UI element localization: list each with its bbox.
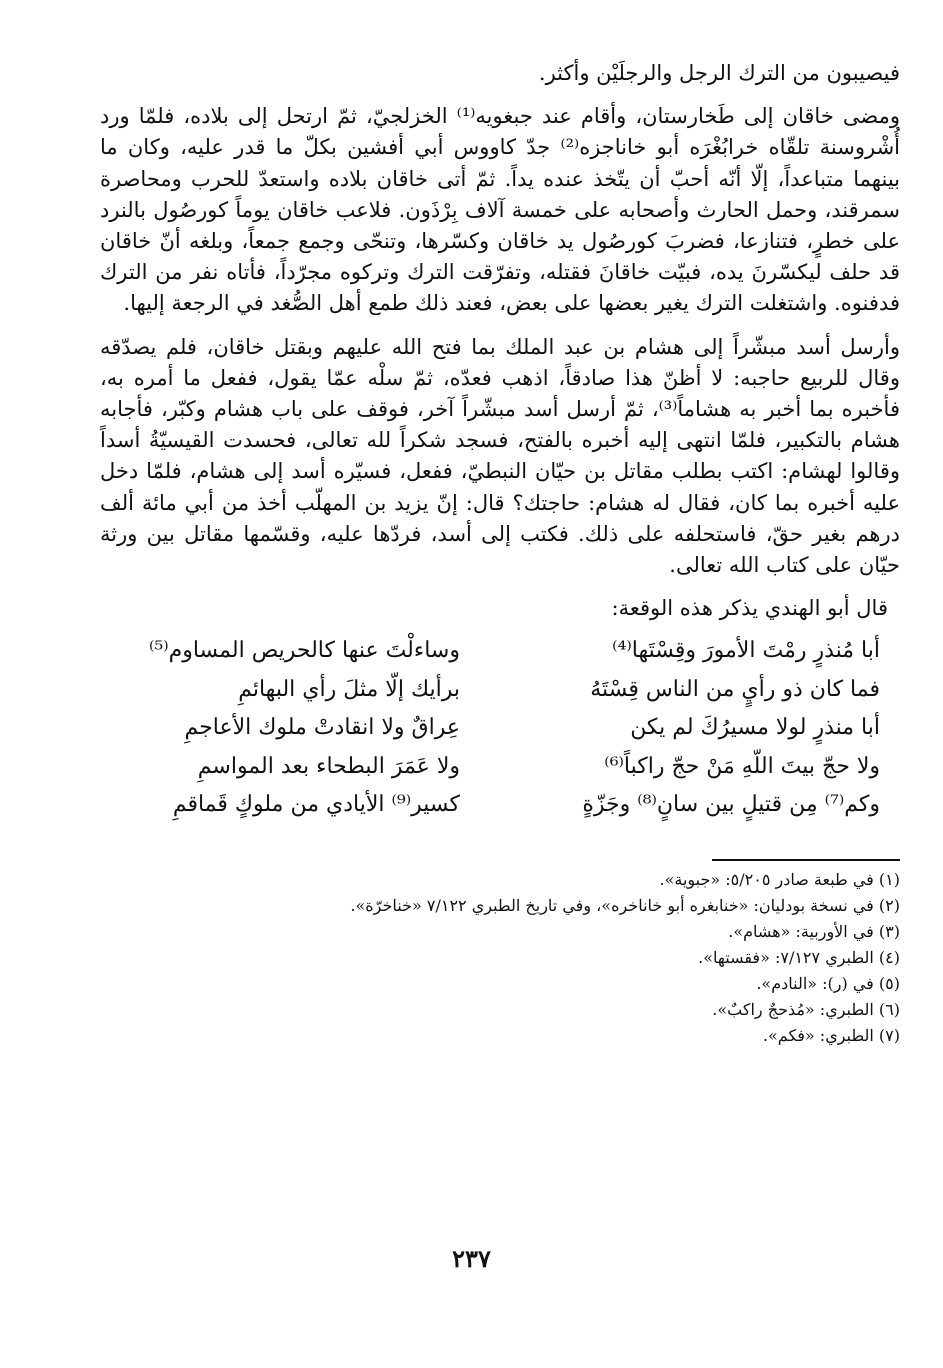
verse [100,709,900,748]
verse-first-hemistich: فما كان ذو رأيٍ من الناس قِسْتَهُ [590,676,880,702]
footnote: (٧) الطبري: «فكم». [762,1025,900,1045]
footnote-separator [712,859,900,861]
footnote: (٦) الطبري: «مُذحجٌ راكبٌ». [712,999,900,1019]
footnote: (١) في طبعة صادر ٥/٢٠٥: «جبوية». [659,869,900,889]
verse-first-hemistich: أبا منذرٍ لولا مسيرُكَ لم يكن [630,715,880,741]
verse [100,786,900,825]
verse-second-hemistich: عِراقٌ ولا انقادتْ ملوك الأعاجمِ [184,715,460,741]
verse [100,632,900,671]
verse-first-hemistich: ولا حجّ بيتَ اللّهِ مَنْ حجّ راكباً⁽⁶⁾ [604,753,880,779]
footnote: (٥) في (ر): «النادم». [756,973,900,993]
poem-intro: قال أبو الهندي يذكر هذه الوقعة: [611,596,888,621]
footnote: (٣) في الأوربية: «هشام». [728,921,900,941]
verse-second-hemistich: كسير⁽⁹⁾ الأيادي من ملوكٍ قَماقمِ [172,792,460,818]
verse [100,671,900,710]
footnote: (٢) في نسخة بودليان: «خنابغره أبو خاناخره»، وفي تاريخ الطبري ٧/١٢٢ «خناخرّة». [350,895,900,915]
verse-second-hemistich: برأيك إلّا مثلَ رأي البهائمِ [238,676,460,702]
verse-first-hemistich: أبا مُنذرٍ رمْتَ الأمورَ وقِسْتَها⁽⁴⁾ [612,638,880,664]
verse-second-hemistich: وساءلْتَ عنها كالحريص المساوم⁽⁵⁾ [148,638,460,664]
paragraph-khaqan: ومضى خاقان إلى طَخارستان، وأقام عند جبغويه⁽¹⁾ الخزلجيّ، ثمّ ارتحل إلى بلاده، فلمّا ورد أُشْروسنة تلقّاه خرابُغْرَه أبو خاناجزه⁽²⁾ جدّ كاووس أبي أفشين بكلّ ما قدر عليه، وكان ما بينهما متباعداً، إلّا أنّه أحبّ أن يتّخذ عنده يداً. ثمّ أتى خاقان بلاده واستعدّ للحرب ومحاصرة سمرقند، وحمل الحارث وأصحابه على خمسة آلاف بِرْذَون. فلاعب خاقان يوماً كورصُول بالنرد على خطرٍ، فتنازعا، فضربَ كورصُول يد خاقان وكسّرها، وتنحّى وجمع جمعاً، وبلغه أنّ خاقان قد حلف ليكسّرنَ يده، فبيّت خاقانَ فقتله، وتفرّقت الترك وتركوه مجرّداً، فأتاه نفر من الترك فدفنوه. واشتغلت الترك يغير بعضها على بعض، فعند ذلك طمع أهل الصُّغد في الرجعة إليها. [100,104,901,316]
page-body [100,58,900,1049]
footnotes [100,867,900,1049]
footnote: (٤) الطبري ٧/١٢٧: «فقستها». [698,947,900,967]
paragraph-continuation: فيصيبون من الترك الرجل والرجلَيْن وأكثر. [538,61,900,85]
verse-first-hemistich: وكم⁽⁷⁾ مِن قتيلٍ بين سانٍ⁽⁸⁾ وجَزّةٍ [582,792,880,818]
verse-second-hemistich: ولا عَمَرَ البطحاء بعد المواسمِ [197,753,460,779]
page-number: ٢٣٧ [452,1244,491,1273]
verse [100,748,900,787]
paragraph-asad: وأرسل أسد مبشّراً إلى هشام بن عبد الملك بما فتح الله عليهم وبقتل خاقان، فلم يصدّقه وقال للربيع حاجبه: لا أظنّ هذا صادقاً، اذهب فعدّه، ثمّ سلْه عمّا يقول، ففعل ما أمره به، فأخبره بما أخبر به هشاماً⁽³⁾، ثمّ أرسل أسد مبشّراً آخر، فوقف على باب هشام وكبّر، فأجابه هشام بالتكبير، فلمّا انتهى إليه أخبره بالفتح، فسجد شكراً لله تعالى، فحسدت القيسيّةُ أسداً وقالوا لهشام: اكتب بطلب مقاتل بن حيّان النبطيّ، ففعل، فسيّره أسد إلى هشام، فلمّا دخل عليه أخبره بما كان، فقال له هشام: حاجتك؟ قال: إنّ يزيد بن المهلّب أخذ من أبي مائة ألف درهم بغير حقّ، فاستحلفه على ذلك. فكتب إلى أسد، فردّها عليه، وقسّمها مقاتل بين ورثة حيّان على كتاب الله تعالى. [100,334,900,578]
poem [100,632,900,825]
